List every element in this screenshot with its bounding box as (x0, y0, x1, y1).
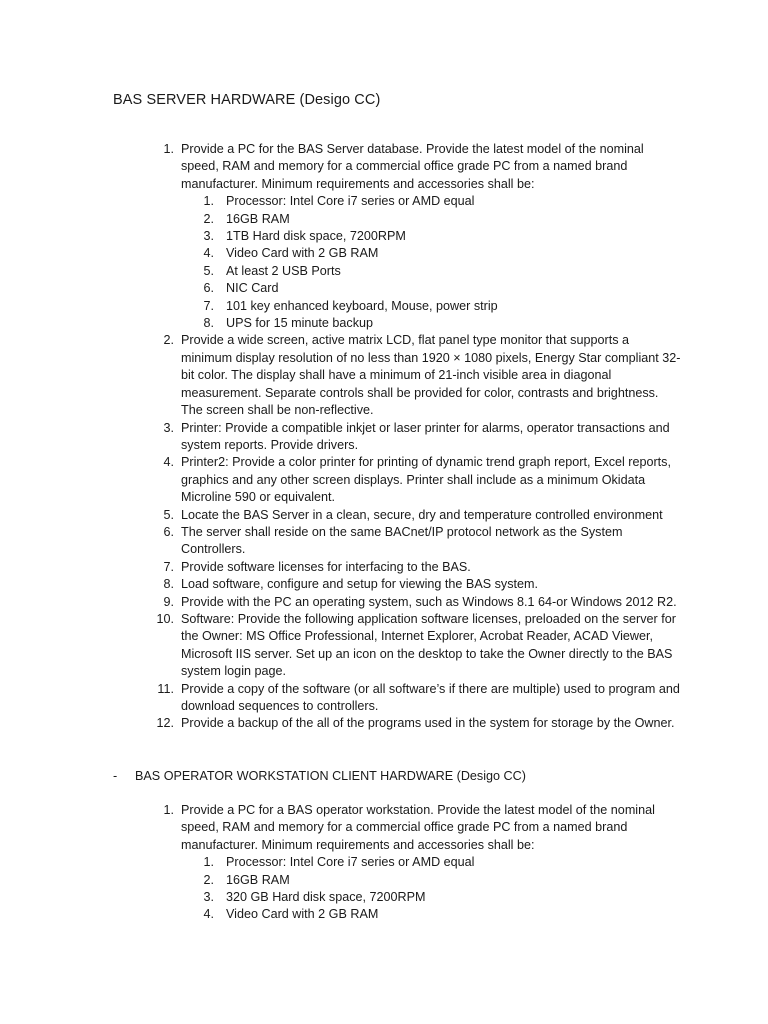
item-number: 5. (163, 507, 174, 522)
list-item (0, 594, 681, 611)
sub-item-text: At least 2 USB Ports (226, 263, 341, 278)
item-number: 2. (163, 333, 174, 348)
page-title: BAS SERVER HARDWARE (Desigo CC) (113, 92, 381, 108)
item-text: Provide a backup of the all of the programs used in the system for storage by the Owner. (181, 716, 675, 731)
item-text: Provide a PC for the BAS Server database. Provide the latest model of the nominal speed, RAM and memory for a commercial office grade PC from a named brand manufacturer. Minimum requirements and accessories shall be: (181, 142, 644, 191)
item-number: 11. (157, 681, 174, 696)
list-item (0, 576, 681, 593)
item-number: 12. (156, 716, 174, 731)
list-item (0, 454, 681, 506)
sub-item-number: 8. (203, 316, 214, 331)
sub-list-item (181, 211, 681, 228)
list-item (0, 420, 681, 455)
item-text: Provide a copy of the software (or all software’s if there are multiple) used to program and download sequences to controllers. (181, 681, 680, 713)
item-number: 1. (163, 142, 174, 156)
sub-item-text: Processor: Intel Core i7 series or AMD equal (226, 855, 475, 870)
item-text: The server shall reside on the same BACnet/IP protocol network as the System Controllers. (181, 524, 623, 557)
item-text: Provide with the PC an operating system, such as Windows 8.1 64-or Windows 2012 R2. (181, 594, 677, 609)
sub-item-number: 1. (203, 855, 214, 870)
item-text: Printer: Provide a compatible inkjet or laser printer for alarms, operator transactions and system reports. Provide drivers. (181, 420, 670, 452)
item-number: 10. (156, 611, 174, 626)
list-item (0, 611, 681, 681)
sub-item-number: 7. (203, 298, 214, 313)
list-item (0, 681, 681, 716)
item-number: 7. (163, 559, 174, 574)
workstation-requirements-list (0, 802, 768, 924)
server-requirements-list (0, 141, 768, 733)
item-number: 1. (163, 803, 174, 817)
sub-list (181, 193, 681, 332)
item-number: 4. (163, 455, 174, 470)
item-text: Locate the BAS Server in a clean, secure, dry and temperature controlled environment (181, 507, 663, 522)
sub-item-text: 320 GB Hard disk space, 7200RPM (226, 890, 426, 905)
sub-item-number: 4. (203, 246, 214, 261)
item-text: Provide a PC for a BAS operator workstation. Provide the latest model of the nominal speed, RAM and memory for a commercial office grade PC from a named brand manufacturer. Minimum requirements and accessories shall be: (181, 803, 655, 852)
sub-item-number: 2. (203, 211, 214, 226)
sub-list-item (181, 315, 681, 332)
sub-item-text: Video Card with 2 GB RAM (226, 246, 379, 261)
sub-list-item (181, 889, 681, 906)
item-number: 3. (163, 420, 174, 435)
item-number: 6. (163, 524, 174, 539)
list-item (0, 715, 681, 732)
sub-list-item (181, 854, 681, 871)
sub-item-text: 16GB RAM (226, 211, 290, 226)
list-item (0, 507, 681, 524)
list-item (0, 141, 681, 332)
sub-item-text: 16GB RAM (226, 872, 290, 887)
item-text: Software: Provide the following application software licenses, preloaded on the server for the Owner: MS Office Professional, Internet Explorer, Acrobat Reader, ACAD Viewer, Microsoft IIS server. Set up an icon on the desktop to take the Owner directly to the BAS system login page. (181, 611, 676, 679)
sub-item-number: 2. (203, 872, 214, 887)
sub-item-number: 5. (203, 263, 214, 278)
sub-list-item (181, 872, 681, 889)
sub-list-item (181, 280, 681, 297)
sub-list (181, 854, 681, 924)
list-item (0, 524, 681, 559)
sub-list-item (181, 906, 681, 923)
sub-list-item (181, 193, 681, 210)
list-item (0, 802, 681, 924)
section-dash: - (113, 769, 118, 783)
sub-item-text: 1TB Hard disk space, 7200RPM (226, 229, 406, 244)
sub-item-text: UPS for 15 minute backup (226, 316, 374, 331)
sub-item-number: 6. (203, 281, 214, 296)
sub-item-number: 4. (203, 907, 214, 922)
sub-list-item (181, 298, 681, 315)
sub-list-item (181, 263, 681, 280)
section-heading: BAS OPERATOR WORKSTATION CLIENT HARDWARE (Desigo CC) (135, 769, 526, 783)
sub-list-item (181, 228, 681, 245)
list-item (0, 332, 681, 419)
sub-item-text: 101 key enhanced keyboard, Mouse, power strip (226, 298, 498, 313)
list-item (0, 559, 681, 576)
item-text: Provide software licenses for interfacing to the BAS. (181, 559, 471, 574)
item-text: Load software, configure and setup for viewing the BAS system. (181, 577, 539, 592)
sub-item-number: 3. (203, 890, 214, 905)
sub-item-number: 3. (203, 229, 214, 244)
item-text: Printer2: Provide a color printer for printing of dynamic trend graph report, Excel reports, graphics and any other screen displays. Printer shall include as a minimum Okidata Microline 590 or equivalent. (181, 455, 671, 505)
item-number: 8. (163, 577, 174, 592)
sub-item-text: Processor: Intel Core i7 series or AMD equal (226, 194, 475, 209)
sub-item-number: 1. (203, 194, 214, 209)
sub-item-text: Video Card with 2 GB RAM (226, 907, 379, 922)
sub-list-item (181, 245, 681, 262)
item-number: 9. (163, 594, 174, 609)
sub-item-text: NIC Card (226, 281, 279, 296)
item-text: Provide a wide screen, active matrix LCD, flat panel type monitor that supports a minimum display resolution of no less than 1920 × 1080 pixels, Energy Star compliant 32-bit color. The display shall have a minimum of 21-inch visible area in diagonal measurement. Separate controls shall be provided for color, contrasts and brightness. The screen shall be non-reflective. (181, 333, 681, 418)
